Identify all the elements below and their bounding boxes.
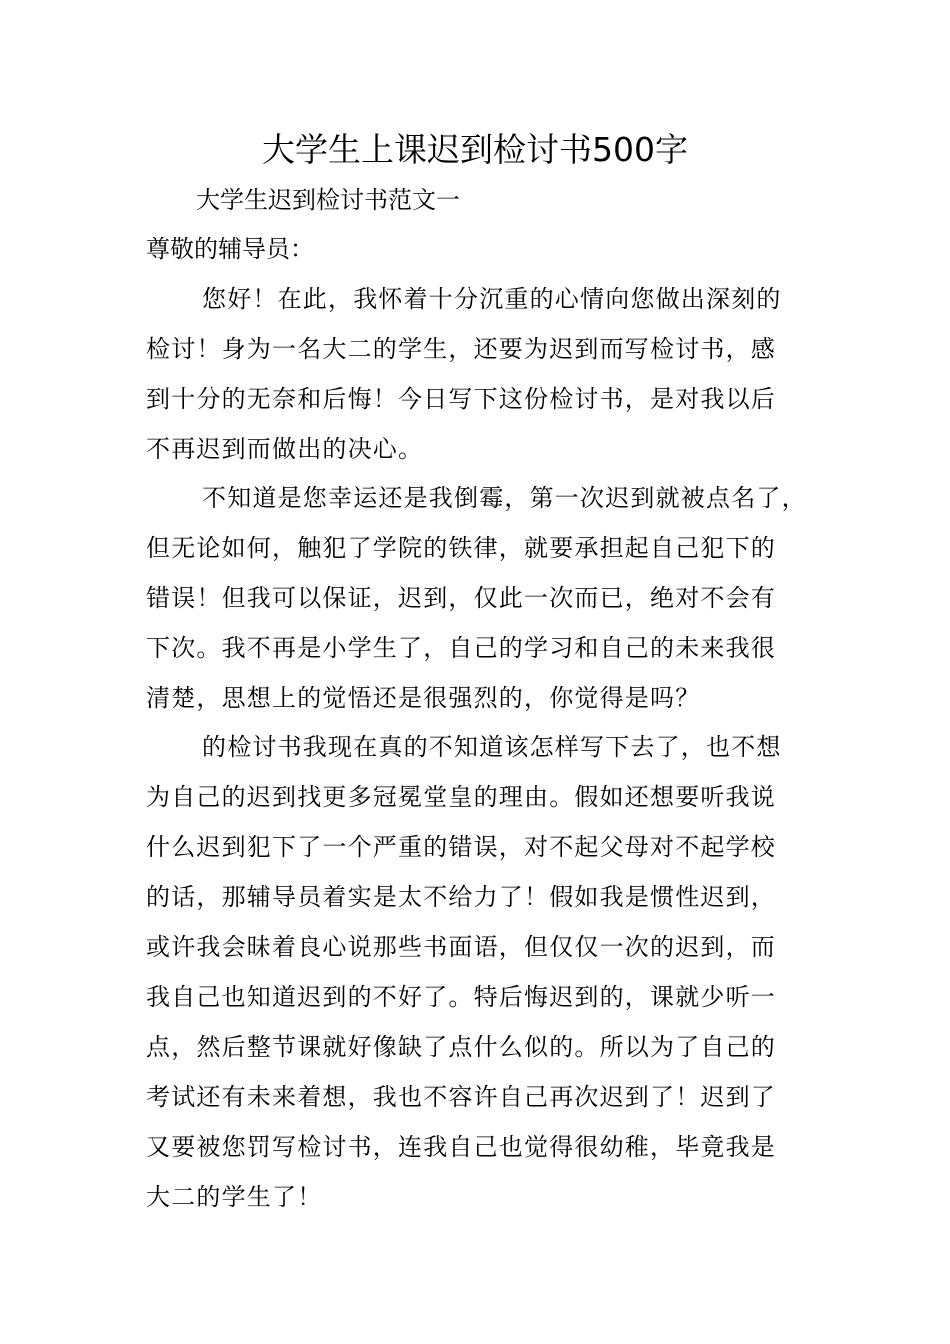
paragraph-line: 的检讨书我现在真的不知道该怎样写下去了，也不想 [202, 733, 782, 761]
paragraph-line: 点，然后整节课就好像缺了点什么似的。所以为了自己的 [146, 1033, 776, 1061]
paragraph-line: 或许我会昧着良心说那些书面语，但仅仅一次的迟到，而 [146, 933, 776, 961]
paragraph-line: 检讨！身为一名大二的学生，还要为迟到而写检讨书，感 [146, 335, 776, 363]
paragraph-line: 不再迟到而做出的决心。 [146, 435, 424, 463]
salutation: 尊敬的辅导员： [146, 235, 314, 263]
document-subtitle: 大学生迟到检讨书范文一 [196, 186, 460, 214]
paragraph-line: 到十分的无奈和后悔！今日写下这份检讨书，是对我以后 [146, 385, 776, 413]
paragraph-line: 但无论如何，触犯了学院的铁律，就要承担起自己犯下的 [146, 534, 776, 562]
paragraph-line: 我自己也知道迟到的不好了。特后悔迟到的，课就少听一 [146, 983, 776, 1011]
paragraph-line: 什么迟到犯下了一个严重的错误，对不起父母对不起学校 [146, 833, 776, 861]
paragraph-line: 又要被您罚写检讨书，连我自己也觉得很幼稚，毕竟我是 [146, 1133, 776, 1161]
paragraph-line: 清楚，思想上的觉悟还是很强烈的，你觉得是吗？ [146, 684, 701, 712]
paragraph-line: 的话，那辅导员着实是太不给力了！假如我是惯性迟到， [146, 883, 776, 911]
paragraph-1 [146, 274, 836, 474]
paragraph-line: 大二的学生了！ [146, 1183, 323, 1211]
document-title: 大学生上课迟到检讨书500字 [262, 130, 688, 169]
paragraph-line: 不知道是您幸运还是我倒霉，第一次迟到就被点名了， [202, 484, 807, 512]
paragraph-line: 下次。我不再是小学生了，自己的学习和自己的未来我很 [146, 634, 776, 662]
paragraph-line: 错误！但我可以保证，迟到，仅此一次而已，绝对不会有 [146, 584, 776, 612]
paragraph-3 [146, 722, 836, 1222]
paragraph-line: 为自己的迟到找更多冠冕堂皇的理由。假如还想要听我说 [146, 783, 776, 811]
paragraph-line: 您好！在此，我怀着十分沉重的心情向您做出深刻的 [202, 285, 782, 313]
paragraph-2 [146, 473, 836, 723]
paragraph-line: 考试还有未来着想，我也不容许自己再次迟到了！迟到了 [146, 1083, 776, 1111]
